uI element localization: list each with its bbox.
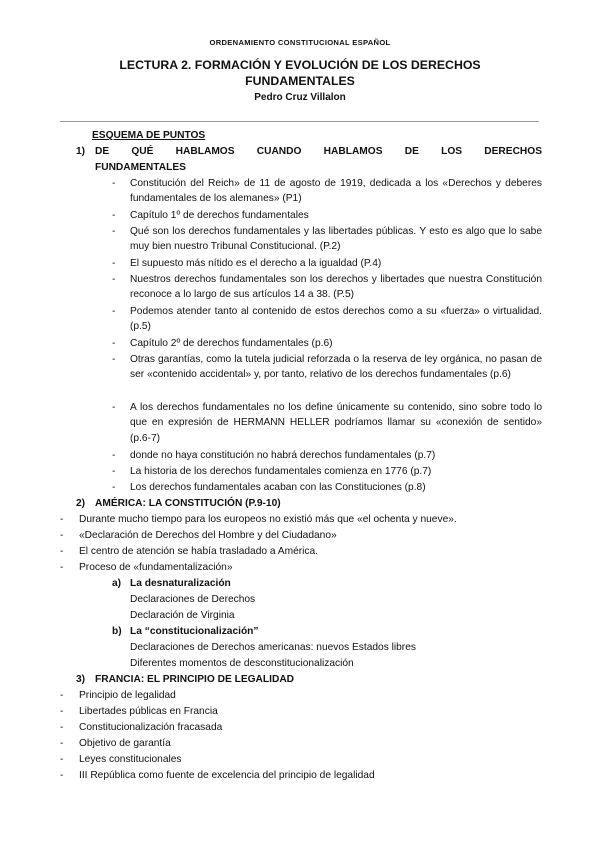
bullet-dash: - xyxy=(60,770,64,781)
bullet-dash: - xyxy=(60,706,64,717)
author-name: Pedro Cruz Villalon xyxy=(254,92,346,103)
bullet-dash: - xyxy=(60,546,64,557)
document-page: ORDENAMIENTO CONSTITUCIONAL ESPAÑOL LECTURA 2. FORMACIÓN Y EVOLUCIÓN DE LOS DERECHOS FUNDAMENTALES Pedro Cruz Villalon ESQUEMA DE PUNTOS 1) DE QUÉ HABLAMOS CUANDO HABLAMOS DE LOS DERECHOS FUNDAMENTALES - Constitución del Reich» de 11 de agosto de 1919, dedicada a los «Derechos y deberes fundamentales de los alemanes» (P1) - Capítulo 1º de derechos fundamentales - Qué son los derechos fundamentales y las libertades públicas. Y esto es algo que lo sabe muy bien nuestro Tribunal Constitucional. (P.2) - El supuesto más nítido es el derecho a la igualdad (P.4) - Nuestros derechos fundamentales son los derechos y libertades que nuestra Constitución reconoce a lo largo de sus artículos 14 a 38. (P.5) - Podemos atender tanto al contenido de estos derechos como a su «fuerza» o virtualidad. (p.5) - Capítulo 2º de derechos fundamentales (p.6) - Otras garantías, como la tutela judicial reforzada o la reserva de ley orgánica, no pasan de ser «contenido accidental» y, por tanto, relativo de los derechos fundamentales (p.6) - A los derechos fundamentales no los define únicamente su contenido, sino sobre todo lo que en expresión de HERMANN HELLER podríamos llamar su «conexión de sentido» (p.6-7) - donde no haya constitución no habrá derechos fundamentales (p.7) - La historia de los derechos fundamentales comienza en 1776 (p.7) - Los derechos fundamentales acaban con las Constituciones (p.8) 2) AMÉRICA: LA CONSTITUCIÓN (P.9-10) - Durante mucho tiempo para los europeos no existió más que «el ochenta y nueve». - «Declaración de Derechos del Hombre y del Ciudadano» - El centro de atención se había trasladado a América. - Proceso de «fundamentalización» a) La desnaturalización Declaraciones de Derechos Declaración de Virginia b) La “constitucionalización” Declaraciones de Derechos americanas: nuevos Estados libres Diferentes momentos de desconstitucionalización 3) FRANCIA: EL PRINCIPIO DE LEGALIDAD - Principio de legalidad - Libertades públicas en Francia - Constitucionalización fracasada - Objetivo de garantía - Leyes constitucionales - III República como fuente de excelencia del principio de legalidad xyxy=(0,0,600,848)
section-number: 3) xyxy=(76,674,86,685)
section-number: 2) xyxy=(76,498,86,509)
bullet-dash: - xyxy=(112,274,116,285)
subsection-line: Declaraciones de Derechos xyxy=(130,594,256,605)
section-title-line: FUNDAMENTALES xyxy=(95,162,186,173)
bullet-dash: - xyxy=(112,306,116,317)
subsection-line: Declaraciones de Derechos americanas: nuevos Estados libres xyxy=(130,642,416,653)
subsection-letter: a) xyxy=(112,578,122,589)
bullet-dash: - xyxy=(60,754,64,765)
horizontal-divider xyxy=(60,121,539,122)
bullet-dash: - xyxy=(112,210,116,221)
bullet-dash: - xyxy=(112,482,116,493)
section-title-line: DE QUÉ HABLAMOS CUANDO HABLAMOS DE LOS DERECHOS xyxy=(95,146,542,157)
bullet-dash: - xyxy=(60,738,64,749)
bullet-dash: - xyxy=(60,690,64,701)
section-title: FRANCIA: EL PRINCIPIO DE LEGALIDAD xyxy=(95,674,295,685)
running-header: ORDENAMIENTO CONSTITUCIONAL ESPAÑOL xyxy=(209,38,391,47)
subsection-title: La “constitucionalización” xyxy=(130,626,259,637)
bullet-dash: - xyxy=(112,178,116,189)
bullet-dash: - xyxy=(112,354,116,365)
section-title: AMÉRICA: LA CONSTITUCIÓN (P.9-10) xyxy=(95,498,281,509)
subsection-title: La desnaturalización xyxy=(130,578,231,589)
bullet-dash: - xyxy=(60,562,64,573)
subsection-line: Diferentes momentos de desconstitucionalización xyxy=(130,658,354,669)
bullet-dash: - xyxy=(112,466,116,477)
bullet-dash: - xyxy=(112,450,116,461)
section-number: 1) xyxy=(76,146,86,157)
document-title: LECTURA 2. FORMACIÓN Y EVOLUCIÓN DE LOS DERECHOS FUNDAMENTALES xyxy=(119,58,481,88)
subsection-line: Declaración de Virginia xyxy=(130,610,235,621)
subsection-letter: b) xyxy=(112,626,122,637)
bullet-dash: - xyxy=(60,722,64,733)
bullet-dash: - xyxy=(112,402,116,413)
bullet-dash: - xyxy=(112,258,116,269)
bullet-dash: - xyxy=(60,530,64,541)
bullet-dash: - xyxy=(112,226,116,237)
bullet-dash: - xyxy=(60,514,64,525)
schema-heading: ESQUEMA DE PUNTOS xyxy=(92,130,206,141)
bullet-dash: - xyxy=(112,338,116,349)
